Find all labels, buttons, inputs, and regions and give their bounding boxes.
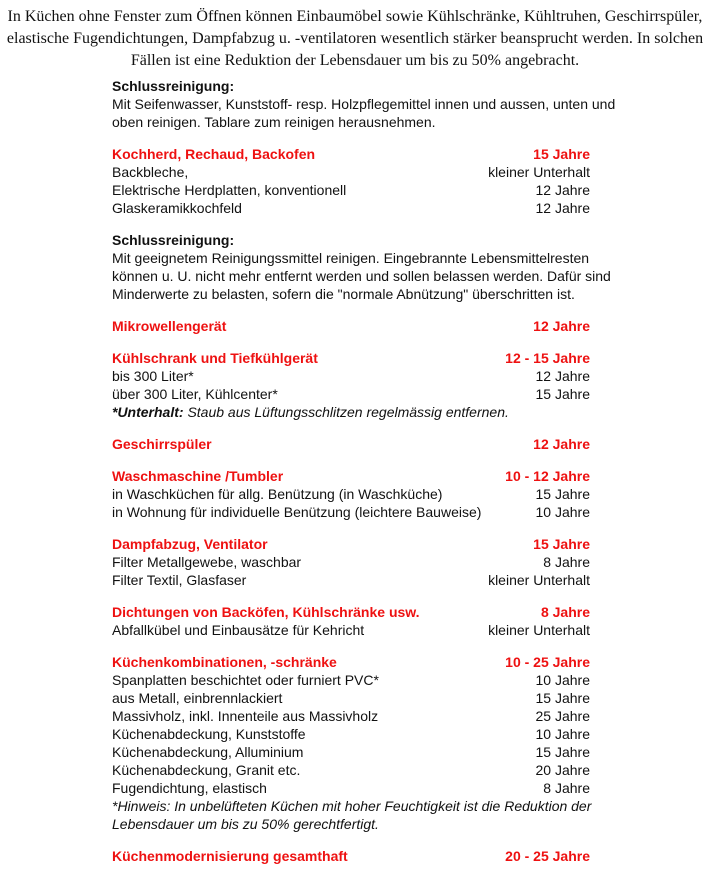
- note-body-line: können u. U. nicht mehr entfernt werden und sollen belassen werden. Dafür sind: [112, 268, 611, 284]
- table-row: [112, 761, 590, 779]
- section-lifespan-value: 8 Jahre: [540, 604, 590, 620]
- footnote-line: [112, 403, 590, 421]
- item-value: 8 Jahre: [543, 780, 590, 796]
- table-row: [112, 689, 590, 707]
- table-row: [112, 707, 590, 725]
- section-header-row: [112, 603, 590, 621]
- section-lifespan-value: 15 Jahre: [533, 536, 590, 552]
- item-label: Backbleche,: [112, 164, 189, 180]
- footnote-line: Lebensdauer um bis zu 50% gerechtfertigt.: [112, 816, 379, 832]
- item-label: Fugendichtung, elastisch: [112, 780, 267, 796]
- section-title: Dampfabzug, Ventilator: [112, 536, 268, 552]
- table-row: [112, 779, 590, 797]
- section-header-row: [112, 349, 590, 367]
- section-lifespan-value: 15 Jahre: [533, 146, 590, 162]
- section-lifespan-value: 12 Jahre: [533, 318, 590, 334]
- item-value: 15 Jahre: [535, 486, 590, 502]
- table-row: [112, 385, 590, 403]
- table-row: [112, 671, 590, 689]
- lifespan-section: [112, 435, 590, 453]
- item-value: 15 Jahre: [535, 386, 590, 402]
- section-header-row: [112, 535, 590, 553]
- note-body-line: Mit geeignetem Reinigungssmittel reinigen. Eingebrannte Lebensmittelresten: [112, 250, 590, 266]
- item-value: 12 Jahre: [535, 182, 590, 198]
- footnote-text: Staub aus Lüftungsschlitzen regelmässig entfernen.: [183, 404, 509, 420]
- table-row: [112, 485, 590, 503]
- item-label: in Wohnung für individuelle Benützung (leichtere Bauweise): [112, 504, 482, 520]
- item-value: 10 Jahre: [535, 504, 590, 520]
- item-value: 15 Jahre: [535, 690, 590, 706]
- section-lifespan-value: 12 - 15 Jahre: [505, 350, 590, 366]
- table-row: [112, 571, 590, 589]
- footnote: [112, 403, 590, 421]
- item-value: 10 Jahre: [535, 726, 590, 742]
- item-label: Küchenabdeckung, Kunststoffe: [112, 726, 306, 742]
- item-value: 8 Jahre: [543, 554, 590, 570]
- cleaning-note: [112, 77, 616, 131]
- table-row: [112, 743, 590, 761]
- table-row: [112, 503, 590, 521]
- lifespan-section: [112, 653, 590, 833]
- section-header-row: [112, 467, 590, 485]
- table-row: [112, 367, 590, 385]
- footnote-term: *Unterhalt:: [112, 404, 184, 420]
- item-label: aus Metall, einbrennlackiert: [112, 690, 283, 706]
- note-title: Schlussreinigung:: [112, 78, 235, 94]
- section-title: Kühlschrank und Tiefkühlgerät: [112, 350, 318, 366]
- item-label: in Waschküchen für allg. Benützung (in Waschküche): [112, 486, 443, 502]
- section-header-row: [112, 317, 590, 335]
- section-title: Waschmaschine /Tumbler: [112, 468, 284, 484]
- item-value: 15 Jahre: [535, 744, 590, 760]
- item-label: Küchenabdeckung, Alluminium: [112, 744, 304, 760]
- item-value: kleiner Unterhalt: [488, 572, 590, 588]
- item-label: über 300 Liter, Kühlcenter*: [112, 386, 278, 402]
- footnote-line: *Hinweis: In unbelüfteten Küchen mit hoher Feuchtigkeit ist die Reduktion der: [112, 798, 592, 814]
- lifespan-section: [112, 317, 590, 335]
- lifespan-section: [112, 847, 590, 865]
- item-label: Küchenabdeckung, Granit etc.: [112, 762, 301, 778]
- lifespan-section: [112, 349, 590, 421]
- section-lifespan-value: 10 - 12 Jahre: [505, 468, 590, 484]
- lifespan-section: [112, 603, 590, 639]
- section-lifespan-value: 10 - 25 Jahre: [505, 654, 590, 670]
- section-title: Kochherd, Rechaud, Backofen: [112, 146, 316, 162]
- note-body-line: Minderwerte zu belasten, sofern die "normale Abnützung" überschritten ist.: [112, 286, 575, 302]
- item-value: 25 Jahre: [535, 708, 590, 724]
- section-title: Dichtungen von Backöfen, Kühlschränke usw.: [112, 604, 420, 620]
- item-value: 12 Jahre: [535, 200, 590, 216]
- section-header-row: [112, 653, 590, 671]
- section-header-row: [112, 145, 590, 163]
- section-header-row: [112, 847, 590, 865]
- item-label: bis 300 Liter*: [112, 368, 194, 384]
- table-row: [112, 621, 590, 639]
- note-body-line: Mit Seifenwasser, Kunststoff- resp. Holzpflegemittel innen und aussen, unten und: [112, 96, 616, 112]
- section-header-row: [112, 435, 590, 453]
- item-label: Spanplatten beschichtet oder furniert PVC*: [112, 672, 379, 688]
- note-body-line: oben reinigen. Tablare zum reinigen herausnehmen.: [112, 114, 436, 130]
- lifespan-section: [112, 535, 590, 589]
- section-lifespan-value: 12 Jahre: [533, 436, 590, 452]
- item-value: kleiner Unterhalt: [488, 622, 590, 638]
- table-row: [112, 725, 590, 743]
- item-label: Elektrische Herdplatten, konventionell: [112, 182, 347, 198]
- lifespan-section: [112, 145, 590, 217]
- section-title: Küchenmodernisierung gesamthaft: [112, 848, 348, 864]
- lifespan-section: [112, 467, 590, 521]
- content: [112, 77, 616, 865]
- table-row: [112, 199, 590, 217]
- section-lifespan-value: 20 - 25 Jahre: [505, 848, 590, 864]
- section-title: Mikrowellengerät: [112, 318, 227, 334]
- cleaning-note: [112, 231, 611, 303]
- table-row: [112, 553, 590, 571]
- item-label: Filter Metallgewebe, waschbar: [112, 554, 302, 570]
- intro-paragraph: In Küchen ohne Fenster zum Öffnen können Einbaumöbel sowie Kühlschränke, Kühltruhen, Geschirrspüler, elastische Fugendichtungen, Dampfabzug u. -ventilatoren wesentlich stärker beansprucht werden. In solchen Fällen ist eine Reduktion der Lebensdauer um bis zu 50% angebracht.: [6, 8, 704, 69]
- item-value: 12 Jahre: [535, 368, 590, 384]
- item-value: kleiner Unterhalt: [488, 164, 590, 180]
- item-label: Filter Textil, Glasfaser: [112, 572, 247, 588]
- item-value: 10 Jahre: [535, 672, 590, 688]
- table-row: [112, 181, 590, 199]
- item-value: 20 Jahre: [535, 762, 590, 778]
- table-row: [112, 163, 590, 181]
- section-title: Küchenkombinationen, -schränke: [112, 654, 337, 670]
- item-label: Massivholz, inkl. Innenteile aus Massivholz: [112, 708, 379, 724]
- note-title: Schlussreinigung:: [112, 232, 235, 248]
- footnote: [112, 797, 590, 833]
- item-label: Abfallkübel und Einbausätze für Kehricht: [112, 622, 365, 638]
- section-title: Geschirrspüler: [112, 436, 212, 452]
- item-label: Glaskeramikkochfeld: [112, 200, 242, 216]
